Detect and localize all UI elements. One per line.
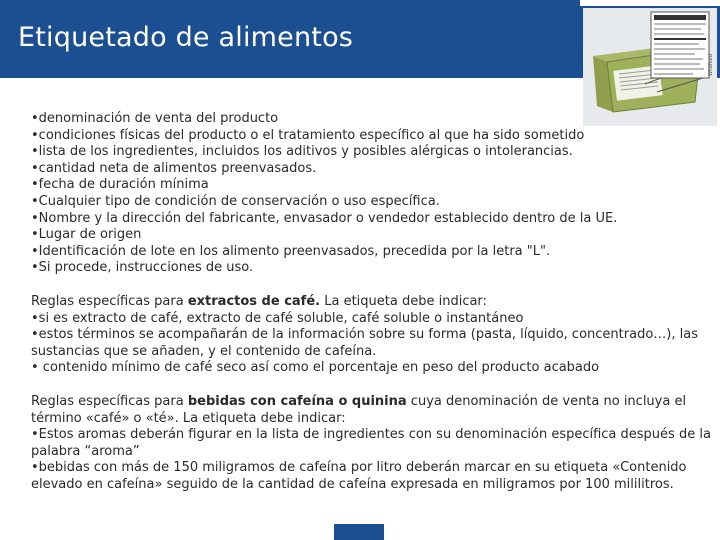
list-item: •Estos aromas deberán figurar en la lista de ingredientes con su denominación específica después de la palabra “aroma” <box>31 427 711 459</box>
drinks-rules-intro <box>31 394 711 427</box>
list-item: •estos términos se acompañarán de la información sobre su forma (pasta, líquido, concentrado…), las sustancias que se añaden, y el contenido de cafeína. <box>31 327 698 359</box>
food-label-photo-icon <box>583 8 717 126</box>
intro-bold-term: extractos de café. <box>187 293 321 309</box>
list-item: • contenido mínimo de café seco así como el porcentaje en peso del producto acabado <box>31 360 600 376</box>
slide-content <box>31 111 711 493</box>
intro-suffix: cuya denominación de venta no incluya el término «café» o «té». La etiqueta debe indicar: <box>31 393 687 426</box>
list-item: •bebidas con más de 150 miligramos de cafeína por litro deberán marcar en su etiqueta «Contenido elevado en cafeína» seguido de la cantidad de cafeína expresada en miligramos por 100 mililitros. <box>31 460 687 492</box>
slide-title: Etiquetado de alimentos <box>18 22 354 53</box>
list-item: •Cualquier tipo de condición de conservación o uso específica. <box>31 193 440 209</box>
coffee-extract-rules <box>31 294 711 377</box>
list-item: •fecha de duración mínima <box>31 177 209 193</box>
general-requirements-list <box>31 111 711 277</box>
intro-prefix: Reglas específicas para <box>31 393 188 409</box>
list-item: •lista de los ingredientes, incluidos los aditivos y posibles alérgicas o intolerancias. <box>31 144 573 160</box>
intro-bold-term: bebidas con cafeína o quinina <box>187 393 407 409</box>
list-item: •denominación de venta del producto <box>31 111 279 126</box>
intro-suffix: La etiqueta debe indicar: <box>320 293 487 309</box>
list-item: •Nombre y la dirección del fabricante, envasador o vendedor establecido dentro de la UE. <box>31 210 618 226</box>
caffeine-drinks-rules <box>31 394 711 494</box>
coffee-rules-intro <box>31 294 711 311</box>
list-item: •Lugar de origen <box>31 227 142 243</box>
list-item: •cantidad neta de alimentos preenvasados. <box>31 160 317 176</box>
title-bar <box>0 0 580 78</box>
list-item: •condiciones físicas del producto o el tratamiento específico al que ha sido sometido <box>31 127 585 143</box>
intro-prefix: Reglas específicas para <box>31 293 188 309</box>
svg-text:Wildfeed: Wildfeed <box>708 54 714 76</box>
list-item: •Si procede, instrucciones de uso. <box>31 260 254 276</box>
footer-accent <box>334 524 384 540</box>
list-item: •Identificación de lote en los alimento preenvasados, precedida por la letra "L". <box>31 243 551 259</box>
list-item: •si es extracto de café, extracto de café soluble, café soluble o instantáneo <box>31 310 524 326</box>
